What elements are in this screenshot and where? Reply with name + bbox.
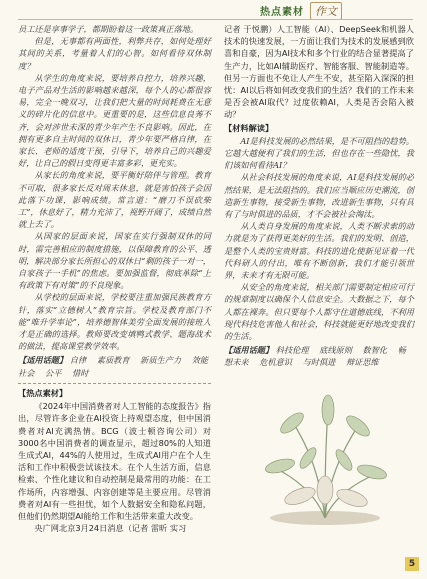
header-rule (18, 19, 413, 20)
paragraph: 从学生的角度来说，要培养自控力，培养兴趣，电子产品对生活的影响越来越深，每个人的心都很容易，完全一晚双习，让我们把大量的时间耗费在无意义的碎片化的信息中。更重要的是，这些信息良莠不齐，会对涉世未深的青少年产生不良影响。因此，在拥有更多自主时间的双休日，青少年要严格自律，在家长、老师的适度干预，引导下，培养自己的兴趣爱好，让自己的假日变得更丰富多彩，更充实。 (18, 72, 211, 169)
paragraph: 《2024年中国消费者对人工智能的态度报告》指出，尽管许多企业在AI投资上持观望态度，但中国消费者对AI充满热情。BCG（波士顿咨询公司）对3000名中国消费者的调查显示，超过80%的人知道生成式AI，44%的人使用过，生成式AI用户在个人生活和工作中积极尝试该技术。在个人生活方面，信息检索、个性化建议和自动控制是最常用的功能：在工作场所，内容增强、内容创建等是主要应用。尽管消费者对AI有一些担忧，如个人数据安全和隐私问题，但他们仍然期望AI能给工作和生活带来重大改变。 (18, 401, 211, 521)
paragraph: 从学校的层面来说，学校要注重加强民族教育方针，落实“立德树人”教育宗旨。学校及教育部门不能“唯升学率论”，培养德智体美劳全面发展的接班人才是正确的选择。教师要改变填鸭式教学、题海战术的做法，提高课堂教学效率。 (18, 292, 211, 352)
topic-tag: 效能社会 (18, 355, 209, 378)
topic-tag: 惜时 (72, 367, 89, 378)
topic-tag: 底线原则 (319, 345, 352, 356)
paragraph: 从人类自身发展的角度来说，人类不断求索的动力就是为了获得更美好的生活。我们的发明、创造，是整个人类的宝贵财富。科技的进化使新见证着一代代科研人的付出，唯有不断创新，我们才能引领世界，未来才有无限可能。 (224, 221, 414, 281)
paragraph: 员工还是享事学子，都期盼着这一政策真正落地。 (18, 24, 199, 34)
topic-tag: 数智化 (362, 345, 388, 356)
topic-tag: 公平 (45, 367, 62, 378)
section-title: 【材料解读】 (224, 122, 274, 133)
topic-tag: 科技伦理 (275, 345, 309, 356)
paragraph: 记者 于悦鹏）人工智能（AI）、DeepSeek和机器人技术的快速发展，一方面让我们为技术的发展感到欣喜和自豪，因为AI技术和多个行业的结合显著提高了生产力，比如AI辅助医疗、智能客服、智能制造等。但另一方面也不免让人产生不安，甚至陷入深深的担忧：AI以后将如何改变我们的生活？我们的工作未来是否会被AI取代？过度依赖AI，人类是否会陷入被动？ (224, 24, 414, 120)
topic-tag: 素质教育 (96, 355, 130, 366)
topic-tag: 与时俱进 (302, 357, 336, 368)
topic-tags-label: 【适用话题】 (18, 355, 68, 366)
topic-tag: 危机意识 (259, 357, 292, 368)
plant-illustration (250, 368, 400, 528)
topic-tag: 畅想未来 (224, 345, 406, 368)
right-column (224, 23, 414, 371)
topic-tags-label: 【适用话题】 (224, 345, 274, 356)
topic-tag: 自律 (69, 355, 87, 366)
paragraph: 央广网北京3月24日消息（记者 雷昕 实习 (34, 523, 187, 534)
topic-tags (18, 354, 211, 378)
header-band (260, 3, 427, 18)
left-column (18, 23, 211, 534)
section-title: 【热点素材】 (18, 387, 68, 398)
topic-tag: 辩证思维 (345, 357, 379, 368)
topic-tags (224, 344, 414, 368)
paragraph: 从家长的角度来说，要平衡好陪伴与管理。教育不可取，很多家长反对周末休息，就是害怕孩子会因此落下功课，影响成绩。常言道：“磨刀不误砍柴工”，休息好了，精力充沛了，视野开阔了，成绩自然就上去了。 (18, 170, 211, 230)
paragraph: 从安全的角度来说，相关部门需要制定相应可行的规章制度以确保个人信息安全。大数据之下，每个人都在裸奔。但只要每个人都守住道德底线，不利用现代科技危害他人和社会，科技就能更好地改变我们的生活。 (224, 282, 414, 342)
paragraph: 从国家的层面来说，国家在实行强制双休的同时，需完善相应的制度措施，以保障教育的公平、透明，解决部分家长所担心的双休日“剩的孩子一对一，自家孩子一手机”的焦虑。要加强监督，彻底革除“上有政策下有对策”的不良现象。 (18, 231, 211, 291)
section-tag: 热点素材 (260, 7, 304, 18)
section-divider (18, 383, 211, 384)
paragraph: 但是，无事都有两面性，利弊共存，如何处理好其间的关系，考量着人们的心智。如何看待双休制度？ (18, 36, 211, 71)
paragraph: 从社会科技发展的角度来说，AI是科技发展的必然结果，是无法阻挡的。我们应当顺应历史潮流，创造新生事物，接受新生事物，改进新生事物，只有具有了与时俱进的品质，才不会被社会淘汰。 (224, 172, 414, 220)
magazine-brand: 作文 (310, 2, 342, 20)
topic-tag: 新质生产力 (140, 355, 182, 366)
page-number: 5 (405, 557, 419, 571)
paragraph: AI是科技发展的必然结果，是不可阻挡的趋势。它越大越便利了我们的生活，但也存在一些隐忧，我们该如何看待AI？ (224, 135, 414, 171)
